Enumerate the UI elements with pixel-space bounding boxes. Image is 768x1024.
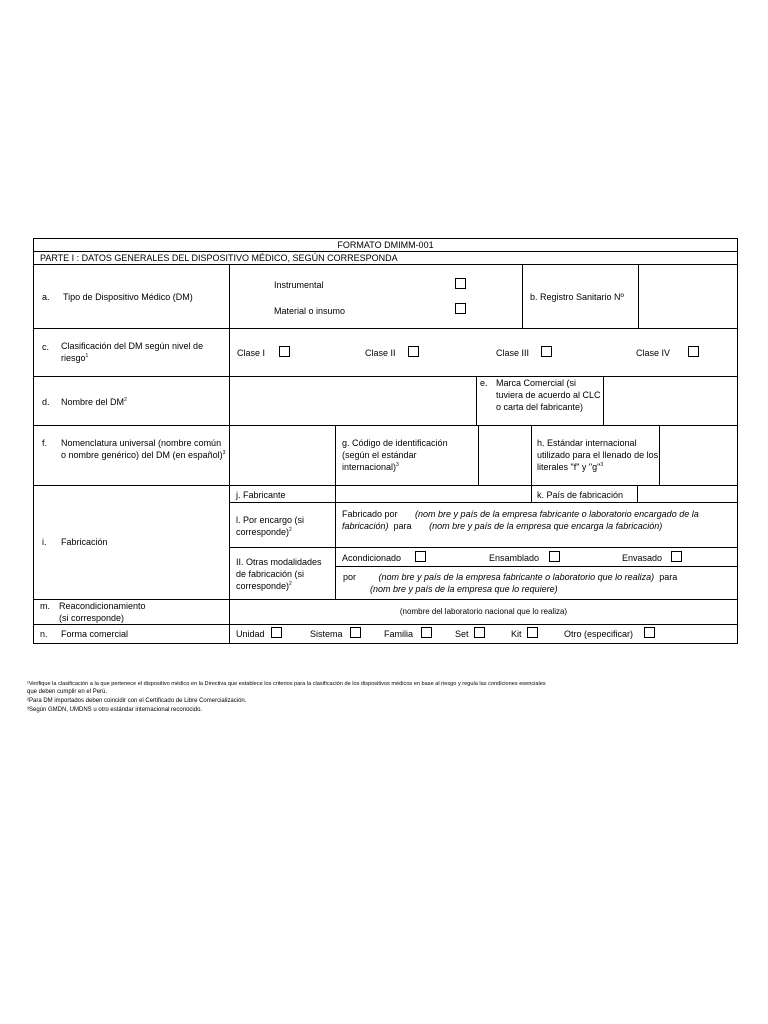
footnote-3: ³Según GMDN, UMDNS u otro estándar internacional reconocido.: [27, 707, 203, 713]
row-letter: i.: [42, 537, 47, 547]
col-divider: [335, 425, 336, 600]
part-heading: PARTE I : DATOS GENERALES DEL DISPOSITIVO MÉDICO, SEGÚN CORRESPONDA: [40, 253, 398, 263]
footnote-ref: 2: [124, 397, 127, 403]
row-divider: [33, 328, 738, 329]
identification-code-text: g. Código de identificación (según el estándar internacional): [342, 438, 448, 472]
row-letter: e.: [480, 378, 488, 388]
clase-2-label: Clase II: [365, 348, 396, 358]
reconditioning-sublabel: (si corresponde): [59, 613, 125, 623]
manufacturing-label: Fabricación: [61, 537, 108, 547]
other-modalities-label: [236, 556, 334, 592]
brand-field[interactable]: [604, 377, 736, 424]
country-label: k. País de fabricación: [537, 490, 624, 500]
international-standard-field[interactable]: [660, 426, 736, 484]
brand-label: Marca Comercial (si tuviera de acuerdo al CLC o carta del fabricante): [496, 378, 601, 412]
kit-checkbox[interactable]: [527, 627, 538, 638]
col-divider: [531, 425, 532, 486]
for-text: para: [393, 521, 412, 531]
para-note: (nom bre y país de la empresa que lo requiere): [370, 584, 558, 594]
col-divider: [476, 376, 477, 426]
international-standard-label: [537, 437, 659, 473]
instrumental-checkbox[interactable]: [455, 278, 466, 289]
device-type-label: Tipo de Dispositivo Médico (DM): [63, 292, 193, 302]
por-line: [343, 571, 677, 583]
reconditioning-label: Reacondicionamiento: [59, 601, 146, 611]
row-letter: c.: [42, 342, 50, 352]
classification-text: Clasificación del DM según nivel de riesgo: [61, 341, 204, 363]
manufacturer-label: j. Fabricante: [236, 490, 286, 500]
device-name-field[interactable]: [230, 377, 475, 424]
otro-label: Otro (especificar): [564, 629, 634, 639]
unidad-checkbox[interactable]: [271, 627, 282, 638]
col-divider: [531, 485, 532, 503]
unidad-label: Unidad: [236, 629, 265, 639]
por-text: por: [343, 572, 357, 582]
footnote-ref: 3: [222, 450, 226, 456]
row-divider: [33, 264, 738, 265]
identification-code-label: [342, 437, 474, 473]
by-order-text: l. Por encargo (si corresponde): [236, 515, 305, 537]
sistema-checkbox[interactable]: [350, 627, 361, 638]
form-title: FORMATO DMIMM-001: [337, 240, 434, 250]
familia-checkbox[interactable]: [421, 627, 432, 638]
made-by-note: (nom bre y país de la empresa fabricante o laboratorio encargado de la fabricación): [342, 509, 699, 531]
footnote-ref: 1: [85, 353, 89, 359]
international-standard-text: h. Estándar internacional utilizado para el llenado de los literales "f" y "g": [537, 438, 659, 472]
table-border-right: [737, 238, 738, 644]
clase-1-label: Clase I: [237, 348, 266, 358]
footnote-2: ²Para DM importados deben coincidir con el Certificado de Libre Comercialización.: [27, 698, 247, 704]
footnote-1: ¹Verifique la clasificación a la que pertenece el dispositivo médico en la Directiva que establece los criterios para la clasificación de los dispositivos médicos en base al riesgo y regula las condiciones esenciales: [27, 681, 546, 687]
acondicionado-checkbox[interactable]: [415, 551, 426, 562]
row-divider: [335, 566, 738, 567]
envasado-label: Envasado: [622, 553, 663, 563]
by-order-description: [342, 508, 736, 532]
nomenclature-label: [61, 437, 226, 461]
clase-4-label: Clase IV: [636, 348, 671, 358]
clase-4-checkbox[interactable]: [688, 346, 699, 357]
set-checkbox[interactable]: [474, 627, 485, 638]
classification-label: [61, 340, 226, 364]
made-by-text: Fabricado por: [342, 509, 398, 519]
clase-3-checkbox[interactable]: [541, 346, 552, 357]
nomenclature-field[interactable]: [230, 426, 334, 484]
ensamblado-label: Ensamblado: [489, 553, 540, 563]
nomenclature-text: Nomenclatura universal (nombre común o nombre genérico) del DM (en español): [61, 438, 223, 460]
registro-sanitario-label: b. Registro Sanitario Nº: [530, 292, 624, 302]
otro-checkbox[interactable]: [644, 627, 655, 638]
footnote-ref: 3: [600, 462, 604, 468]
acondicionado-label: Acondicionado: [342, 553, 402, 563]
row-letter: n.: [40, 629, 48, 639]
instrumental-label: Instrumental: [274, 280, 324, 290]
kit-label: Kit: [511, 629, 522, 639]
row-letter: f.: [42, 438, 48, 448]
clase-3-label: Clase III: [496, 348, 530, 358]
by-order-label: [236, 514, 332, 538]
table-border-bottom: [33, 643, 738, 644]
familia-label: Familia: [384, 629, 414, 639]
clase-1-checkbox[interactable]: [279, 346, 290, 357]
por-note: (nom bre y país de la empresa fabricante o laboratorio que lo realiza): [378, 572, 655, 582]
para-text: para: [659, 572, 678, 582]
registro-sanitario-field[interactable]: [639, 265, 736, 327]
table-border-left: [33, 238, 34, 644]
row-divider: [229, 502, 738, 503]
row-divider: [229, 547, 738, 548]
row-letter: m.: [40, 601, 50, 611]
clase-2-checkbox[interactable]: [408, 346, 419, 357]
row-letter: d.: [42, 397, 50, 407]
col-divider: [522, 264, 523, 329]
device-name-label: [61, 396, 127, 408]
sistema-label: Sistema: [310, 629, 343, 639]
commercial-form-label: Forma comercial: [61, 629, 129, 639]
row-divider: [33, 624, 738, 625]
row-divider: [33, 425, 738, 426]
set-label: Set: [455, 629, 469, 639]
reconditioning-note: (nombre del laboratorio nacional que lo realiza): [399, 607, 568, 616]
other-modalities-text: II. Otras modalidades de fabricación (si corresponde): [236, 557, 322, 591]
for-note: (nom bre y país de la empresa que encarga la fabricación): [429, 521, 663, 531]
identification-code-field[interactable]: [479, 426, 530, 484]
device-name-text: Nombre del DM: [61, 397, 125, 407]
material-checkbox[interactable]: [455, 303, 466, 314]
footnote-ref: 2: [289, 527, 292, 533]
manufacturer-field[interactable]: [336, 486, 530, 502]
row-letter: a.: [42, 292, 50, 302]
ensamblado-checkbox[interactable]: [549, 551, 560, 562]
footnote-ref: 3: [396, 462, 399, 468]
footnote-1-continued: que deben cumplir en el Perú.: [27, 689, 108, 695]
material-label: Material o insumo: [274, 306, 346, 316]
footnote-ref: 2: [289, 581, 292, 587]
envasado-checkbox[interactable]: [671, 551, 682, 562]
country-field[interactable]: [638, 486, 736, 502]
